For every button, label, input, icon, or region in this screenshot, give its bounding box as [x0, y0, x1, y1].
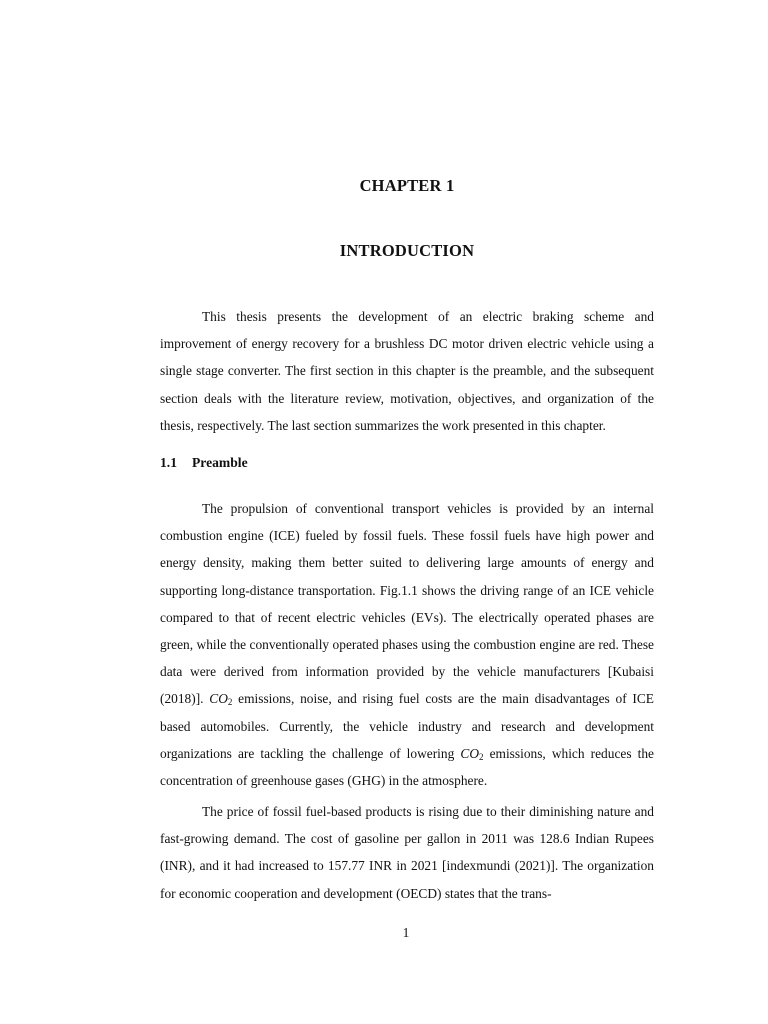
intro-paragraph-text: This thesis presents the development of an electric braking scheme and improvement of energy recovery for a brushless DC motor driven electric vehicle using a single stage converter. The first section in this chapter is the preamble, and the subsequent section deals with the literature review, motivation, objectives, and organization of the thesis, respectively. The last section summarizes the work presented in this chapter.	[160, 309, 654, 433]
chapter-label: CHAPTER 1	[359, 176, 455, 195]
preamble-text-part2: emissions, noise, and rising fuel costs are the main disadvantages of ICE based automobiles. Currently, the vehicle industry and research and development organizations are tackling the challenge of lowering	[160, 691, 654, 761]
preamble-text-part3: emissions, which reduces the concentration of greenhouse gases (GHG) in the atmosphere.	[160, 745, 654, 789]
chapter-title: INTRODUCTION	[339, 241, 475, 260]
section-heading	[160, 455, 248, 471]
co2-formula: $CO_2$	[460, 745, 484, 762]
page-number: 1	[402, 925, 410, 940]
preamble-text-part1: The propulsion of conventional transport vehicles is provided by an internal combustion engine (ICE) fueled by fossil fuels. These fossil fuels have high power and energy density, making them better suited to delivering large amounts of energy and supporting long-distance transportation. Fig.1.1 shows the driving range of an ICE vehicle compared to that of recent electric vehicles (EVs). The electrically operated phases are green, while the conventionally operated phases using the combustion engine are red. These data were derived from information provided by the vehicle manufacturers [Kubaisi (2018)].	[160, 501, 654, 707]
price-paragraph	[160, 798, 654, 907]
price-paragraph-text: The price of fossil fuel-based products is rising due to their diminishing nature and fast-growing demand. The cost of gasoline per gallon in 2011 was 128.6 Indian Rupees (INR), and it had increased to 157.77 INR in 2021 [indexmundi (2021)]. The organization for economic cooperation and development (OECD) states that the trans-	[160, 804, 654, 901]
section-number: 1.1	[160, 455, 177, 470]
section-title: Preamble	[192, 455, 248, 470]
co2-formula: $CO_2$	[209, 691, 233, 708]
preamble-paragraph	[160, 495, 654, 794]
intro-paragraph	[160, 303, 654, 439]
